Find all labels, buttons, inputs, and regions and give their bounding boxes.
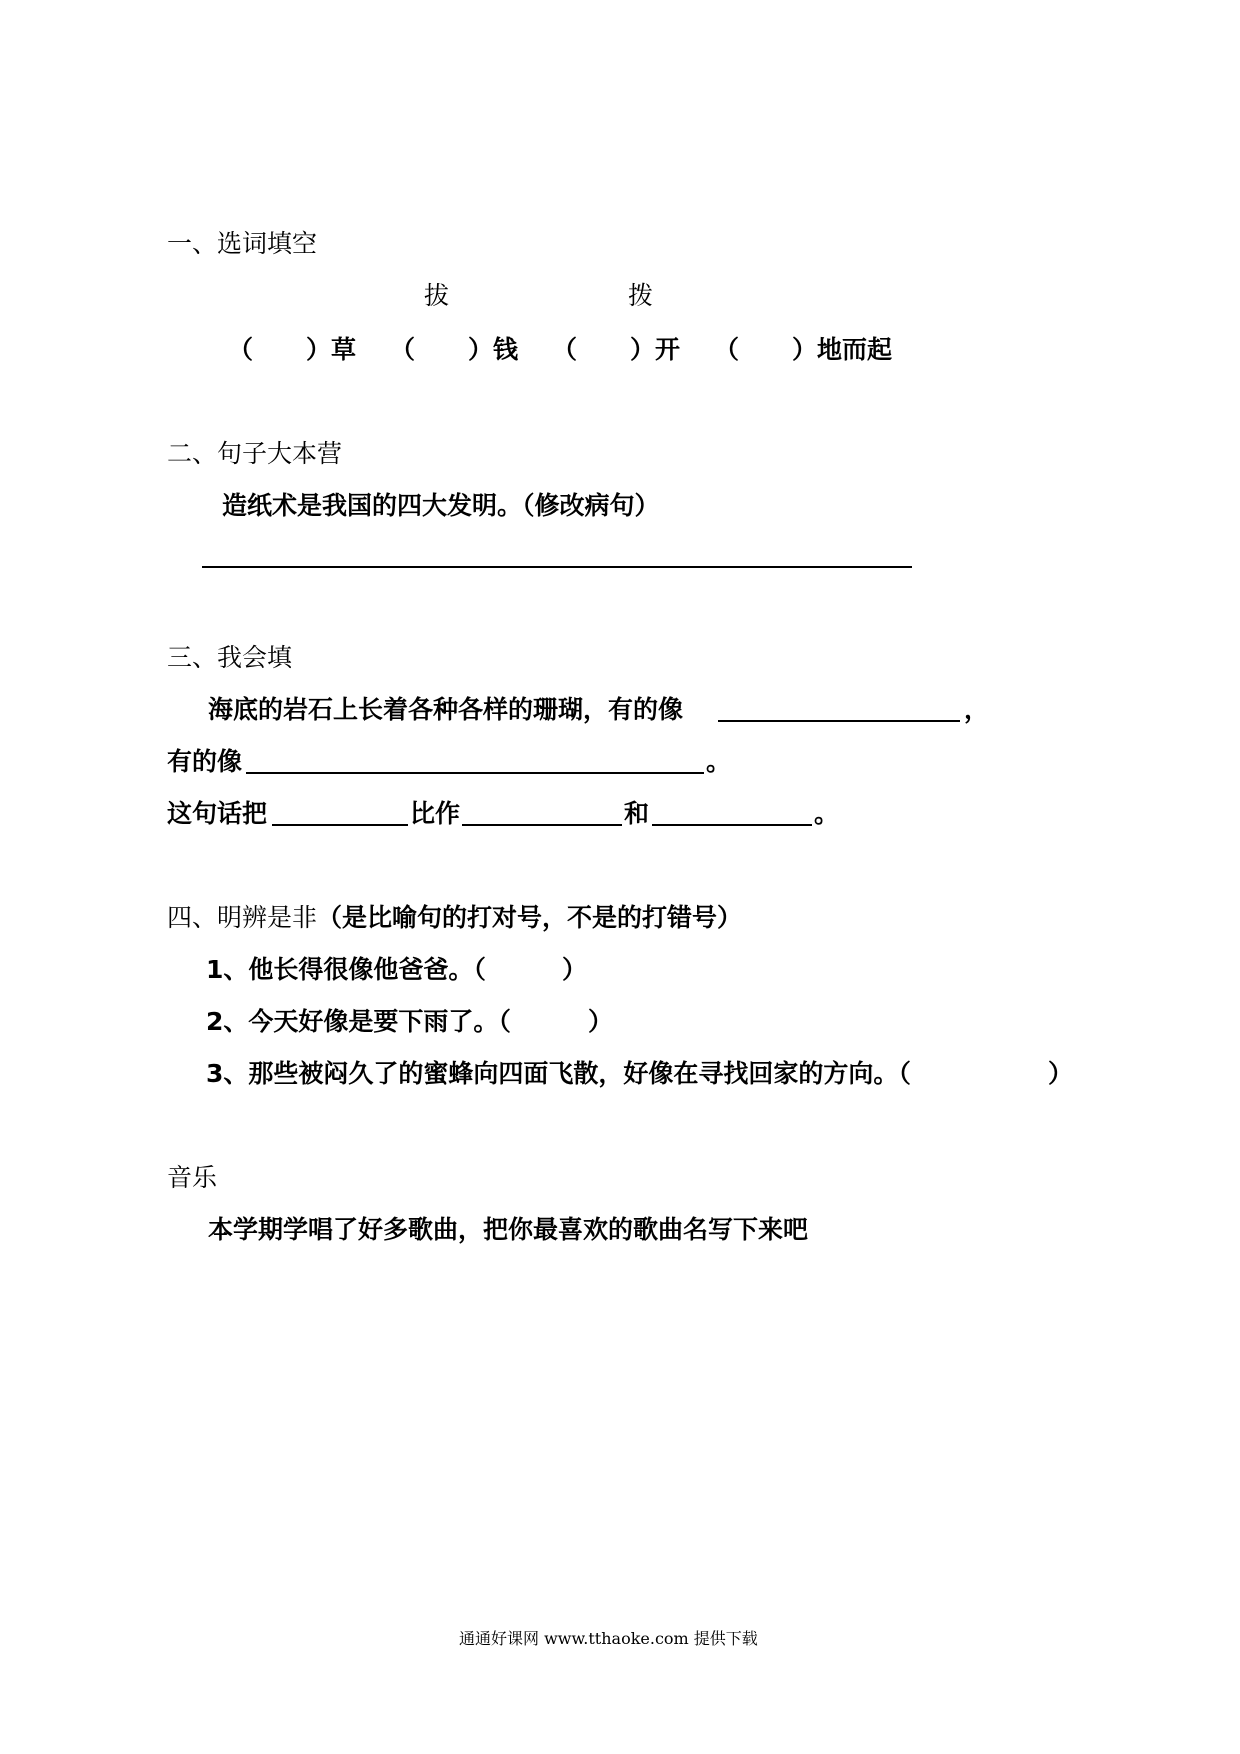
fill-line3-b: 比作 bbox=[410, 799, 461, 828]
option-ba: 拔 bbox=[424, 281, 450, 310]
section5-prompt: 本学期学唱了好多歌曲，把你最喜欢的歌曲名写下来吧 bbox=[208, 1215, 809, 1244]
judge-item-3: 3、那些被闷久了的蜜蜂向四面飞散，好像在寻找回家的方向。（ bbox=[206, 1059, 911, 1088]
blank-3-open: （ bbox=[552, 335, 578, 364]
judge-item-2-close: ） bbox=[588, 1007, 614, 1036]
judge-item-1-close: ） bbox=[562, 955, 588, 984]
blank-3-item: ）开 bbox=[630, 335, 681, 364]
fill-line1-comma: ， bbox=[964, 695, 990, 724]
fill-line2-period: 。 bbox=[706, 747, 732, 776]
fill-line3-c: 和 bbox=[624, 799, 650, 828]
judge-item-3-close: ） bbox=[1048, 1059, 1074, 1088]
fill-blank-4[interactable] bbox=[462, 824, 622, 826]
section2-title: 二、句子大本营 bbox=[167, 439, 343, 468]
section5-title: 音乐 bbox=[167, 1163, 218, 1192]
fill-line2-text: 有的像 bbox=[167, 747, 243, 776]
judge-item-2: 2、今天好像是要下雨了。（ bbox=[206, 1007, 511, 1036]
option-bo: 拨 bbox=[628, 281, 654, 310]
section3-title: 三、我会填 bbox=[167, 643, 293, 672]
section1-title: 一、选词填空 bbox=[167, 229, 318, 258]
footer-credit: 通通好课网 www.tthaoke.com 提供下载 bbox=[459, 1629, 758, 1648]
fill-blank-3[interactable] bbox=[272, 824, 408, 826]
blank-2-item: ）钱 bbox=[468, 335, 519, 364]
blank-1-open: （ bbox=[228, 335, 254, 364]
fill-blank-1[interactable] bbox=[718, 720, 960, 722]
section4-title bbox=[167, 898, 742, 934]
blank-4-open: （ bbox=[714, 335, 740, 364]
fill-line1-text: 海底的岩石上长着各种各样的珊瑚，有的像 bbox=[208, 695, 684, 724]
section2-sentence: 造纸术是我国的四大发明。（修改病句） bbox=[222, 491, 660, 520]
section4-title-note: （是比喻句的打对号，不是的打错号） bbox=[317, 903, 743, 932]
fill-line3-end: 。 bbox=[814, 799, 840, 828]
blank-4-item: ）地而起 bbox=[792, 335, 893, 364]
fill-blank-5[interactable] bbox=[652, 824, 812, 826]
blank-2-open: （ bbox=[390, 335, 416, 364]
blank-1-item: ）草 bbox=[306, 335, 357, 364]
judge-item-1: 1、他长得很像他爸爸。（ bbox=[206, 955, 486, 984]
fill-blank-2[interactable] bbox=[246, 772, 704, 774]
fill-line3-a: 这句话把 bbox=[167, 799, 268, 828]
answer-line-correction[interactable] bbox=[202, 566, 912, 568]
section4-title-prefix: 四、明辨是非 bbox=[167, 903, 318, 932]
